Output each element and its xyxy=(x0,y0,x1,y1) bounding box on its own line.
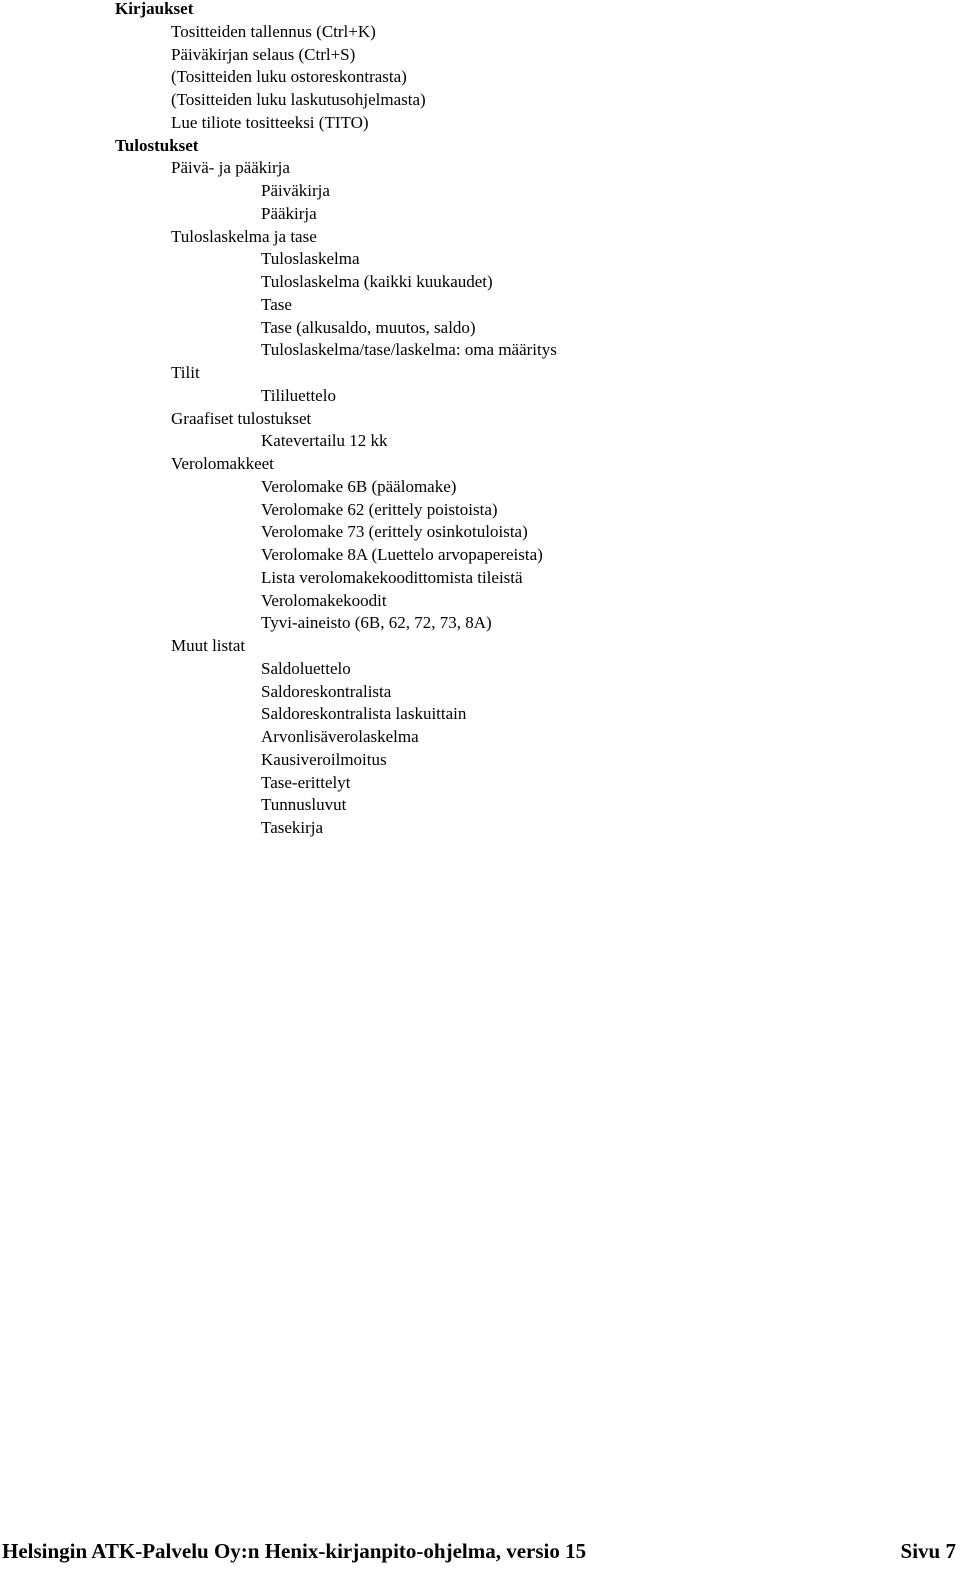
footer-title: Helsingin ATK-Palvelu Oy:n Henix-kirjanpito-ohjelma, versio 15 xyxy=(2,1539,587,1563)
menu-group: Päivä- ja pääkirja xyxy=(171,158,290,178)
menu-item: Tuloslaskelma (kaikki kuukaudet) xyxy=(261,272,493,291)
menu-group: Graafiset tulostukset xyxy=(171,408,312,428)
menu-item: Verolomake 62 (erittely poistoista) xyxy=(261,499,498,519)
menu-item: Tasekirja xyxy=(261,818,324,837)
menu-item: Saldoreskontralista xyxy=(261,681,392,701)
menu-item: Saldoreskontralista laskuittain xyxy=(261,704,467,724)
menu-item: Verolomakekoodit xyxy=(261,590,387,610)
menu-group: Päiväkirjan selaus (Ctrl+S) xyxy=(171,44,356,64)
menu-item: Tuloslaskelma xyxy=(261,249,360,269)
menu-item: Tase xyxy=(261,294,292,314)
menu-item: Saldoluettelo xyxy=(261,658,351,678)
menu-group: Verolomakkeet xyxy=(171,454,274,473)
menu-item: Päiväkirja xyxy=(261,181,330,200)
menu-item: Verolomake 73 (erittely osinkotuloista) xyxy=(261,522,528,542)
menu-group: Lue tiliote tositteeksi (TITO) xyxy=(171,112,369,132)
menu-group: Muut listat xyxy=(171,636,246,655)
menu-item: Tyvi-aineisto (6B, 62, 72, 73, 8A) xyxy=(261,613,492,633)
menu-item: Kausiveroilmoitus xyxy=(261,749,387,769)
menu-item: Katevertailu 12 kk xyxy=(261,431,388,451)
menu-group: Tilit xyxy=(171,363,200,382)
menu-item: Tase-erittelyt xyxy=(261,772,351,792)
page-number: Sivu 7 xyxy=(900,1539,956,1563)
menu-item: Tase (alkusaldo, muutos, saldo) xyxy=(261,317,476,337)
menu-item: Verolomake 6B (päälomake) xyxy=(261,476,457,496)
menu-item: Tunnusluvut xyxy=(261,795,347,815)
menu-section: Kirjaukset xyxy=(115,0,194,18)
menu-item: Tililuettelo xyxy=(261,385,336,405)
menu-group: Tositteiden tallennus (Ctrl+K) xyxy=(171,21,376,41)
menu-group: (Tositteiden luku laskutusohjelmasta) xyxy=(171,90,426,109)
menu-group: (Tositteiden luku ostoreskontrasta) xyxy=(171,67,407,87)
menu-item: Lista verolomakekoodittomista tileistä xyxy=(261,567,523,587)
menu-item: Pääkirja xyxy=(261,203,317,223)
menu-item: Tuloslaskelma/tase/laskelma: oma määritys xyxy=(261,340,557,360)
menu-group: Tuloslaskelma ja tase xyxy=(171,226,317,246)
menu-section: Tulostukset xyxy=(115,135,199,155)
menu-item: Arvonlisäverolaskelma xyxy=(261,727,419,746)
menu-item: Verolomake 8A (Luettelo arvopapereista) xyxy=(261,545,543,564)
page-footer xyxy=(0,1536,960,1566)
